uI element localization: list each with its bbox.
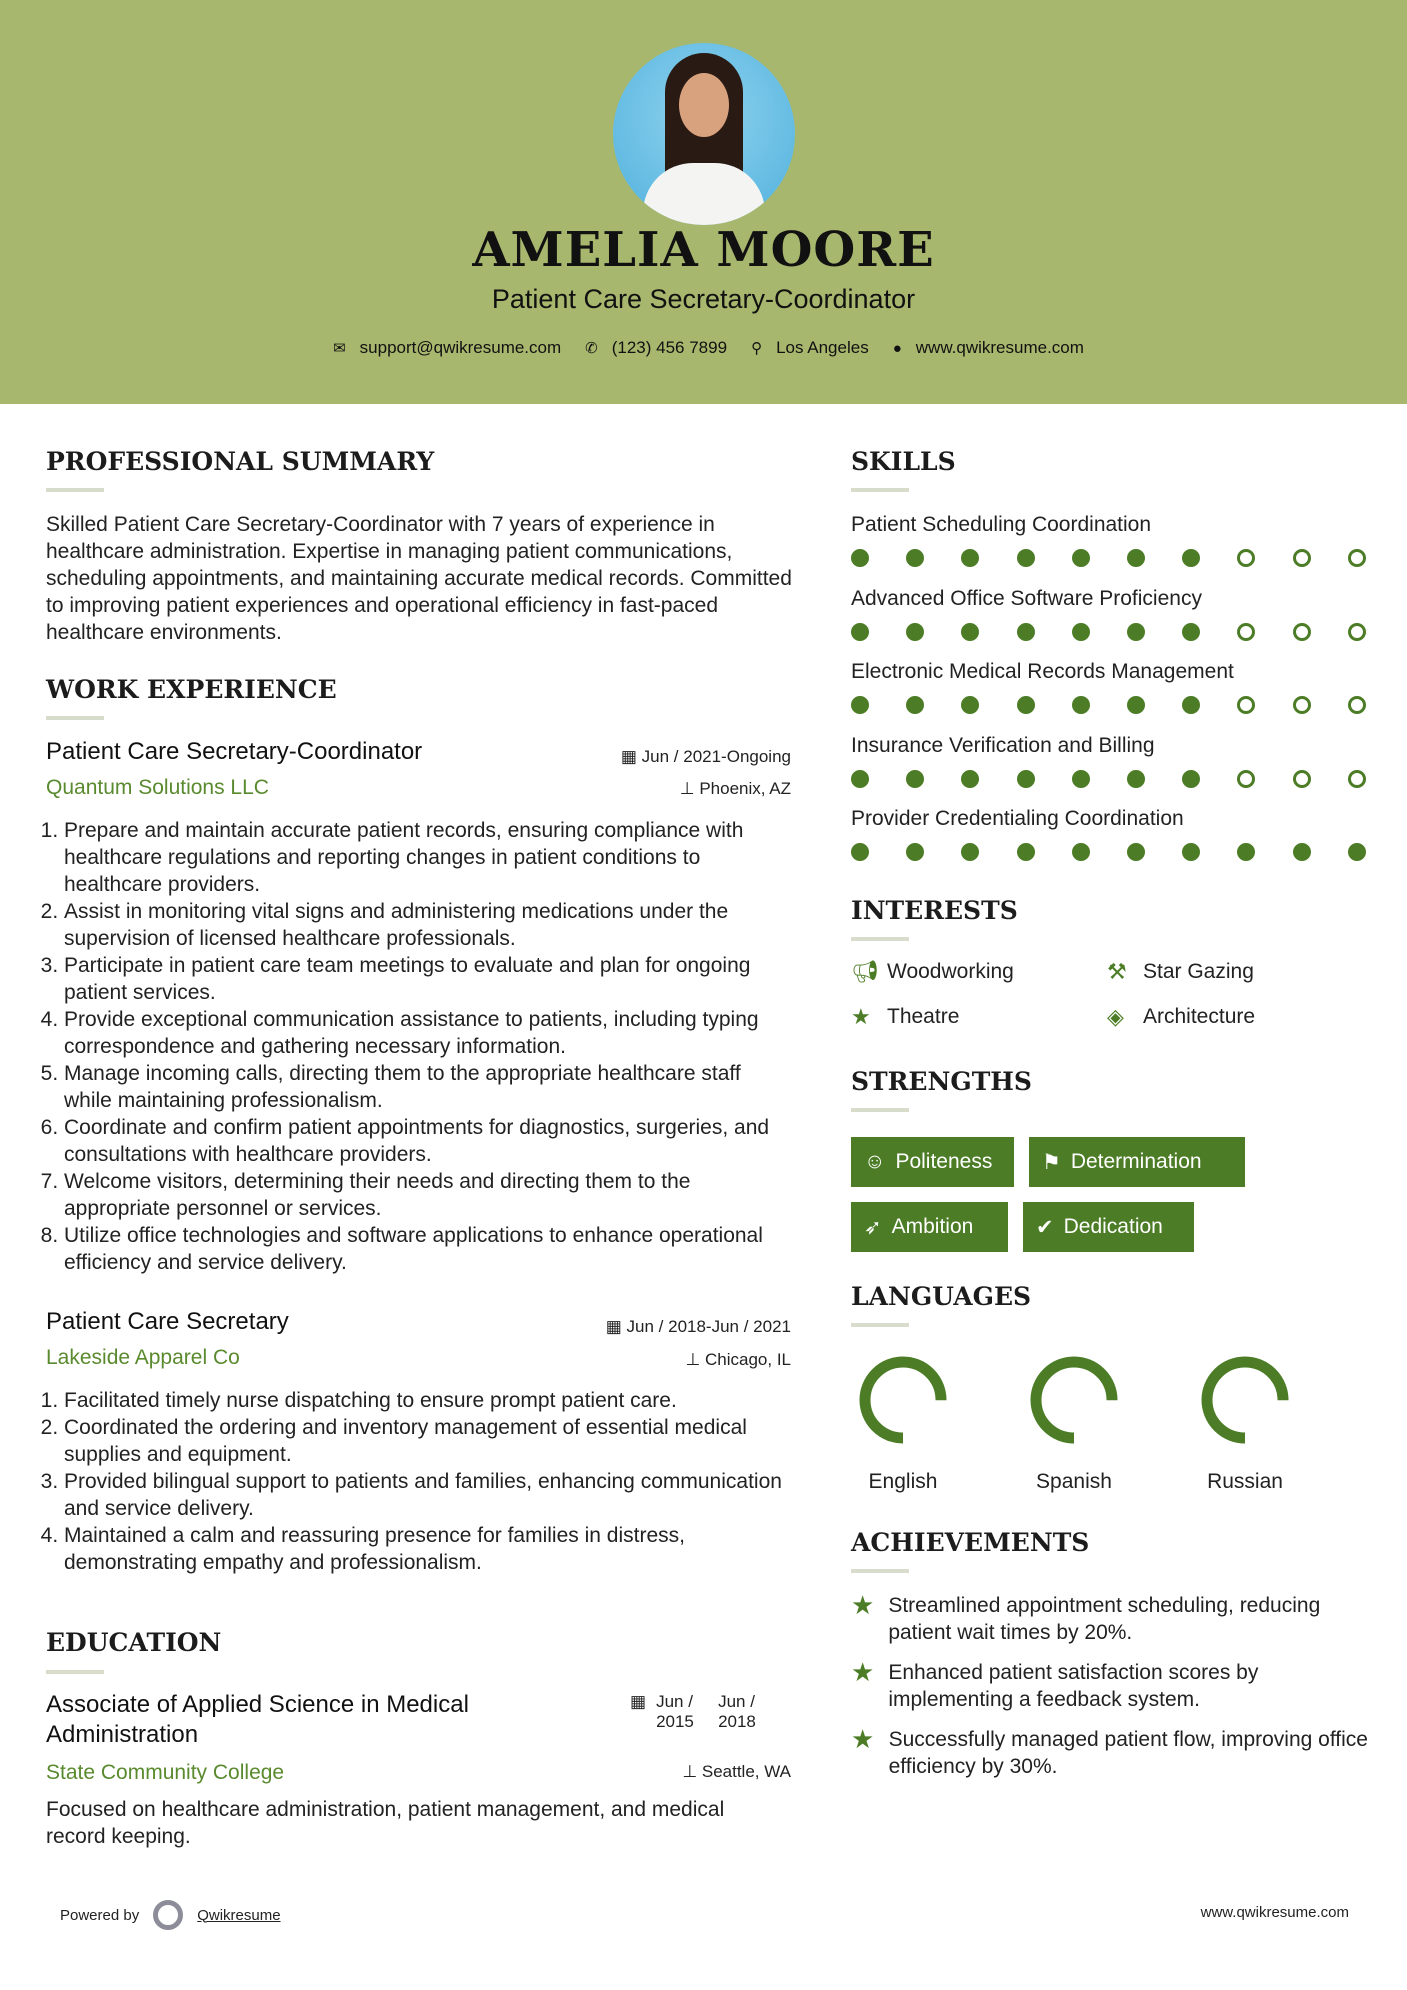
rocket-icon: ➶: [864, 1215, 882, 1239]
skill-dot-filled: [906, 843, 924, 861]
degree: Associate of Applied Science in Medical Administration: [46, 1691, 469, 1748]
company-name: Quantum Solutions LLC: [46, 776, 269, 799]
phone[interactable]: (123) 456 7899: [611, 338, 728, 357]
interests-heading: INTERESTS: [851, 896, 1018, 925]
profile-photo: [613, 43, 795, 225]
skill-rating: [851, 843, 1365, 863]
skill-dot-filled: [906, 696, 924, 714]
star-icon: ★: [851, 1004, 871, 1029]
skill-dot-filled: [1017, 549, 1035, 567]
skill-dot-filled: [1017, 696, 1035, 714]
heading-underline: [851, 488, 909, 492]
heading-underline: [851, 937, 909, 941]
skill-dot-filled: [1182, 623, 1200, 641]
languages-heading: LANGUAGES: [851, 1282, 1032, 1311]
skill-dot-filled: [961, 843, 979, 861]
job-responsibilities: [46, 817, 794, 1276]
education-dates: ▦ Jun / 2015 Jun / 2018: [630, 1692, 756, 1731]
candidate-title: Patient Care Secretary-Coordinator: [491, 284, 916, 314]
email[interactable]: support@qwikresume.com: [359, 338, 562, 357]
pin-icon: ⊥: [682, 1762, 702, 1781]
skill-dot-empty: [1348, 549, 1366, 567]
interest-item: ⚒ Star Gazing: [1107, 959, 1254, 984]
language-label: English: [868, 1470, 938, 1493]
envelope-icon: ✉: [333, 340, 346, 357]
skill-dot-filled: [851, 549, 869, 567]
education-description: Focused on healthcare administration, patient management, and medical record keeping.: [46, 1798, 725, 1848]
star-award-icon: ★: [851, 1590, 875, 1620]
list-item: 4. Maintained a calm and reassuring presence for families in distress, demonstrating empathy and professionalism.: [64, 1522, 794, 1576]
skill-dot-empty: [1237, 770, 1255, 788]
bullhorn-icon: 📢︎: [851, 959, 879, 984]
skill-dot-filled: [1017, 623, 1035, 641]
achievements-heading: ACHIEVEMENTS: [851, 1528, 1090, 1557]
skill-dot-filled: [1127, 843, 1145, 861]
skill-dot-filled: [1072, 843, 1090, 861]
list-item: 4. Provide exceptional communication assistance to patients, including typing correspondence and gathering necessary information.: [64, 1006, 794, 1060]
skill-dot-filled: [1072, 549, 1090, 567]
skill-dot-filled: [1293, 843, 1311, 861]
achievement-item: ★ Streamlined appointment scheduling, reducing patient wait times by 20%.: [851, 1590, 1321, 1644]
skill-dot-empty: [1237, 623, 1255, 641]
skill-dot-empty: [1293, 696, 1311, 714]
language-gauge: [1024, 1350, 1124, 1450]
skill-name: Patient Scheduling Coordination: [851, 513, 1152, 536]
skill-dot-filled: [1182, 770, 1200, 788]
list-item: 2. Coordinated the ordering and inventory management of essential medical supplies and equipment.: [64, 1414, 794, 1468]
job-dates: ▦ Jun / 2021-Ongoing: [620, 747, 791, 766]
company-name: Lakeside Apparel Co: [46, 1346, 240, 1369]
heading-underline: [851, 1569, 909, 1573]
candidate-name: AMELIA MOORE: [472, 222, 935, 278]
star-award-icon: ★: [851, 1724, 875, 1754]
skill-dot-filled: [1072, 696, 1090, 714]
footer-website[interactable]: www.qwikresume.com: [1200, 1904, 1349, 1921]
language-item: [838, 1350, 968, 1494]
skill-dot-filled: [851, 770, 869, 788]
skill-dot-filled: [1182, 843, 1200, 861]
skill-dot-filled: [851, 696, 869, 714]
skill-dot-empty: [1348, 696, 1366, 714]
heading-underline: [851, 1108, 909, 1112]
smile-icon: ☺: [864, 1150, 886, 1173]
skill-dot-filled: [1348, 843, 1366, 861]
globe-icon: ●: [892, 339, 902, 357]
skill-dot-empty: [1293, 623, 1311, 641]
skill-dot-empty: [1237, 549, 1255, 567]
interest-item: ◈ Architecture: [1107, 1004, 1256, 1029]
list-item: 2. Assist in monitoring vital signs and administering medications under the supervision of licensed healthcare professionals.: [64, 898, 794, 952]
education-location: ⊥ Seattle, WA: [682, 1762, 791, 1781]
skills-heading: SKILLS: [851, 447, 956, 476]
skill-rating: [851, 623, 1365, 643]
qwikresume-logo-icon: [153, 1900, 183, 1930]
qwikresume-link[interactable]: Qwikresume: [197, 1906, 281, 1924]
skill-dot-filled: [1072, 623, 1090, 641]
language-gauge: [853, 1350, 953, 1450]
list-item: 3. Participate in patient care team meetings to evaluate and plan for ongoing patient services.: [64, 952, 794, 1006]
skill-dot-filled: [1127, 696, 1145, 714]
star-award-icon: ★: [851, 1657, 875, 1687]
ruler-icon: ◈: [1107, 1004, 1124, 1029]
experience-heading: WORK EXPERIENCE: [46, 675, 337, 704]
language-label: Russian: [1207, 1470, 1283, 1493]
job-location: ⊥ Chicago, IL: [685, 1350, 791, 1369]
calendar-icon: ▦: [605, 1317, 627, 1336]
skill-rating: [851, 770, 1365, 790]
language-gauge: [1195, 1350, 1295, 1450]
list-item: 3. Provided bilingual support to patients and families, enhancing communication and service delivery.: [64, 1468, 794, 1522]
skill-dot-filled: [1127, 549, 1145, 567]
strength-badge: ✔ Dedication: [1023, 1202, 1194, 1252]
pin-icon: ⊥: [685, 1350, 705, 1369]
skill-dot-filled: [1182, 549, 1200, 567]
heading-underline: [851, 1323, 909, 1327]
calendar-icon: ▦: [620, 747, 642, 766]
skill-dot-empty: [1348, 623, 1366, 641]
heading-underline: [46, 716, 104, 720]
location: Los Angeles: [776, 338, 869, 357]
skill-name: Advanced Office Software Proficiency: [851, 586, 1202, 610]
skill-dot-filled: [1127, 623, 1145, 641]
list-item: 6. Coordinate and confirm patient appointments for diagnostics, surgeries, and consultations with healthcare providers.: [64, 1114, 794, 1168]
list-item: 1. Prepare and maintain accurate patient records, ensuring compliance with healthcare regulations and reporting changes in patient conditions to healthcare providers.: [64, 817, 794, 898]
check-circle-icon: ✔: [1036, 1215, 1054, 1239]
contact-bar: [0, 338, 1407, 358]
powered-by: Powered by Qwikresume: [60, 1900, 281, 1930]
flag-icon: ⚑: [1042, 1150, 1061, 1174]
language-item: [1180, 1350, 1310, 1494]
interest-item: ★ Theatre: [851, 1004, 960, 1029]
skill-dot-empty: [1293, 549, 1311, 567]
skill-dot-filled: [1017, 770, 1035, 788]
skill-rating: [851, 696, 1365, 716]
list-item: 8. Utilize office technologies and software applications to enhance operational efficiency and service delivery.: [64, 1222, 794, 1276]
gavel-icon: ⚒: [1107, 959, 1127, 984]
achievement-item: ★ Enhanced patient satisfaction scores by implementing a feedback system.: [851, 1657, 1259, 1711]
education-heading: EDUCATION: [46, 1628, 222, 1657]
strength-badge: ☺ Politeness: [851, 1137, 1014, 1187]
map-marker-icon: ⚲: [751, 340, 763, 357]
skill-dot-filled: [906, 623, 924, 641]
skill-name: Provider Credentialing Coordination: [851, 807, 1184, 831]
phone-icon: ✆: [585, 340, 598, 357]
strength-badge: ⚑ Determination: [1029, 1137, 1245, 1187]
summary-text: Skilled Patient Care Secretary-Coordinator with 7 years of experience in healthcare administration. Expertise in managing patient communications, scheduling appointments, and maintaining accurate medical records. Committed to improving patient experiences and operational efficiency in fast-paced healthcare environments.: [46, 513, 792, 644]
skill-dot-empty: [1237, 696, 1255, 714]
skill-dot-empty: [1348, 770, 1366, 788]
skill-dot-filled: [851, 623, 869, 641]
skill-dot-filled: [1237, 843, 1255, 861]
pin-icon: ⊥: [679, 779, 700, 798]
language-label: Spanish: [1036, 1470, 1112, 1493]
job-title: Patient Care Secretary-Coordinator: [46, 738, 423, 765]
achievement-item: ★ Successfully managed patient flow, improving office efficiency by 30%.: [851, 1724, 1368, 1778]
job-dates: ▦ Jun / 2018-Jun / 2021: [605, 1317, 791, 1336]
list-item: 1. Facilitated timely nurse dispatching to ensure prompt patient care.: [64, 1387, 794, 1414]
calendar-icon: ▦: [630, 1692, 647, 1711]
list-item: 5. Manage incoming calls, directing them to the appropriate healthcare staff while maintaining professionalism.: [64, 1060, 794, 1114]
skill-dot-filled: [961, 549, 979, 567]
skill-dot-empty: [1293, 770, 1311, 788]
skill-dot-filled: [851, 843, 869, 861]
skill-dot-filled: [1182, 696, 1200, 714]
skill-name: Electronic Medical Records Management: [851, 660, 1234, 684]
skill-name: Insurance Verification and Billing: [851, 733, 1155, 757]
strengths-heading: STRENGTHS: [851, 1067, 1032, 1096]
header-banner: [0, 0, 1407, 404]
website[interactable]: www.qwikresume.com: [915, 338, 1084, 357]
job-location: ⊥ Phoenix, AZ: [679, 779, 791, 798]
strength-badge: ➶ Ambition: [851, 1202, 1008, 1252]
skill-dot-filled: [906, 770, 924, 788]
job-responsibilities: [46, 1387, 794, 1576]
skill-rating: [851, 549, 1365, 569]
skill-dot-filled: [961, 623, 979, 641]
list-item: 7. Welcome visitors, determining their needs and directing them to the appropriate personnel or services.: [64, 1168, 794, 1222]
heading-underline: [46, 488, 104, 492]
summary-heading: PROFESSIONAL SUMMARY: [46, 447, 435, 476]
skill-dot-filled: [1017, 843, 1035, 861]
job-title: Patient Care Secretary: [46, 1308, 289, 1335]
school-name: State Community College: [46, 1761, 285, 1784]
skill-dot-filled: [961, 696, 979, 714]
heading-underline: [46, 1670, 104, 1674]
interest-item: 📢︎ Woodworking: [851, 959, 1014, 984]
skill-dot-filled: [961, 770, 979, 788]
skill-dot-filled: [1127, 770, 1145, 788]
language-item: [1009, 1350, 1139, 1494]
skill-dot-filled: [1072, 770, 1090, 788]
skill-dot-filled: [906, 549, 924, 567]
